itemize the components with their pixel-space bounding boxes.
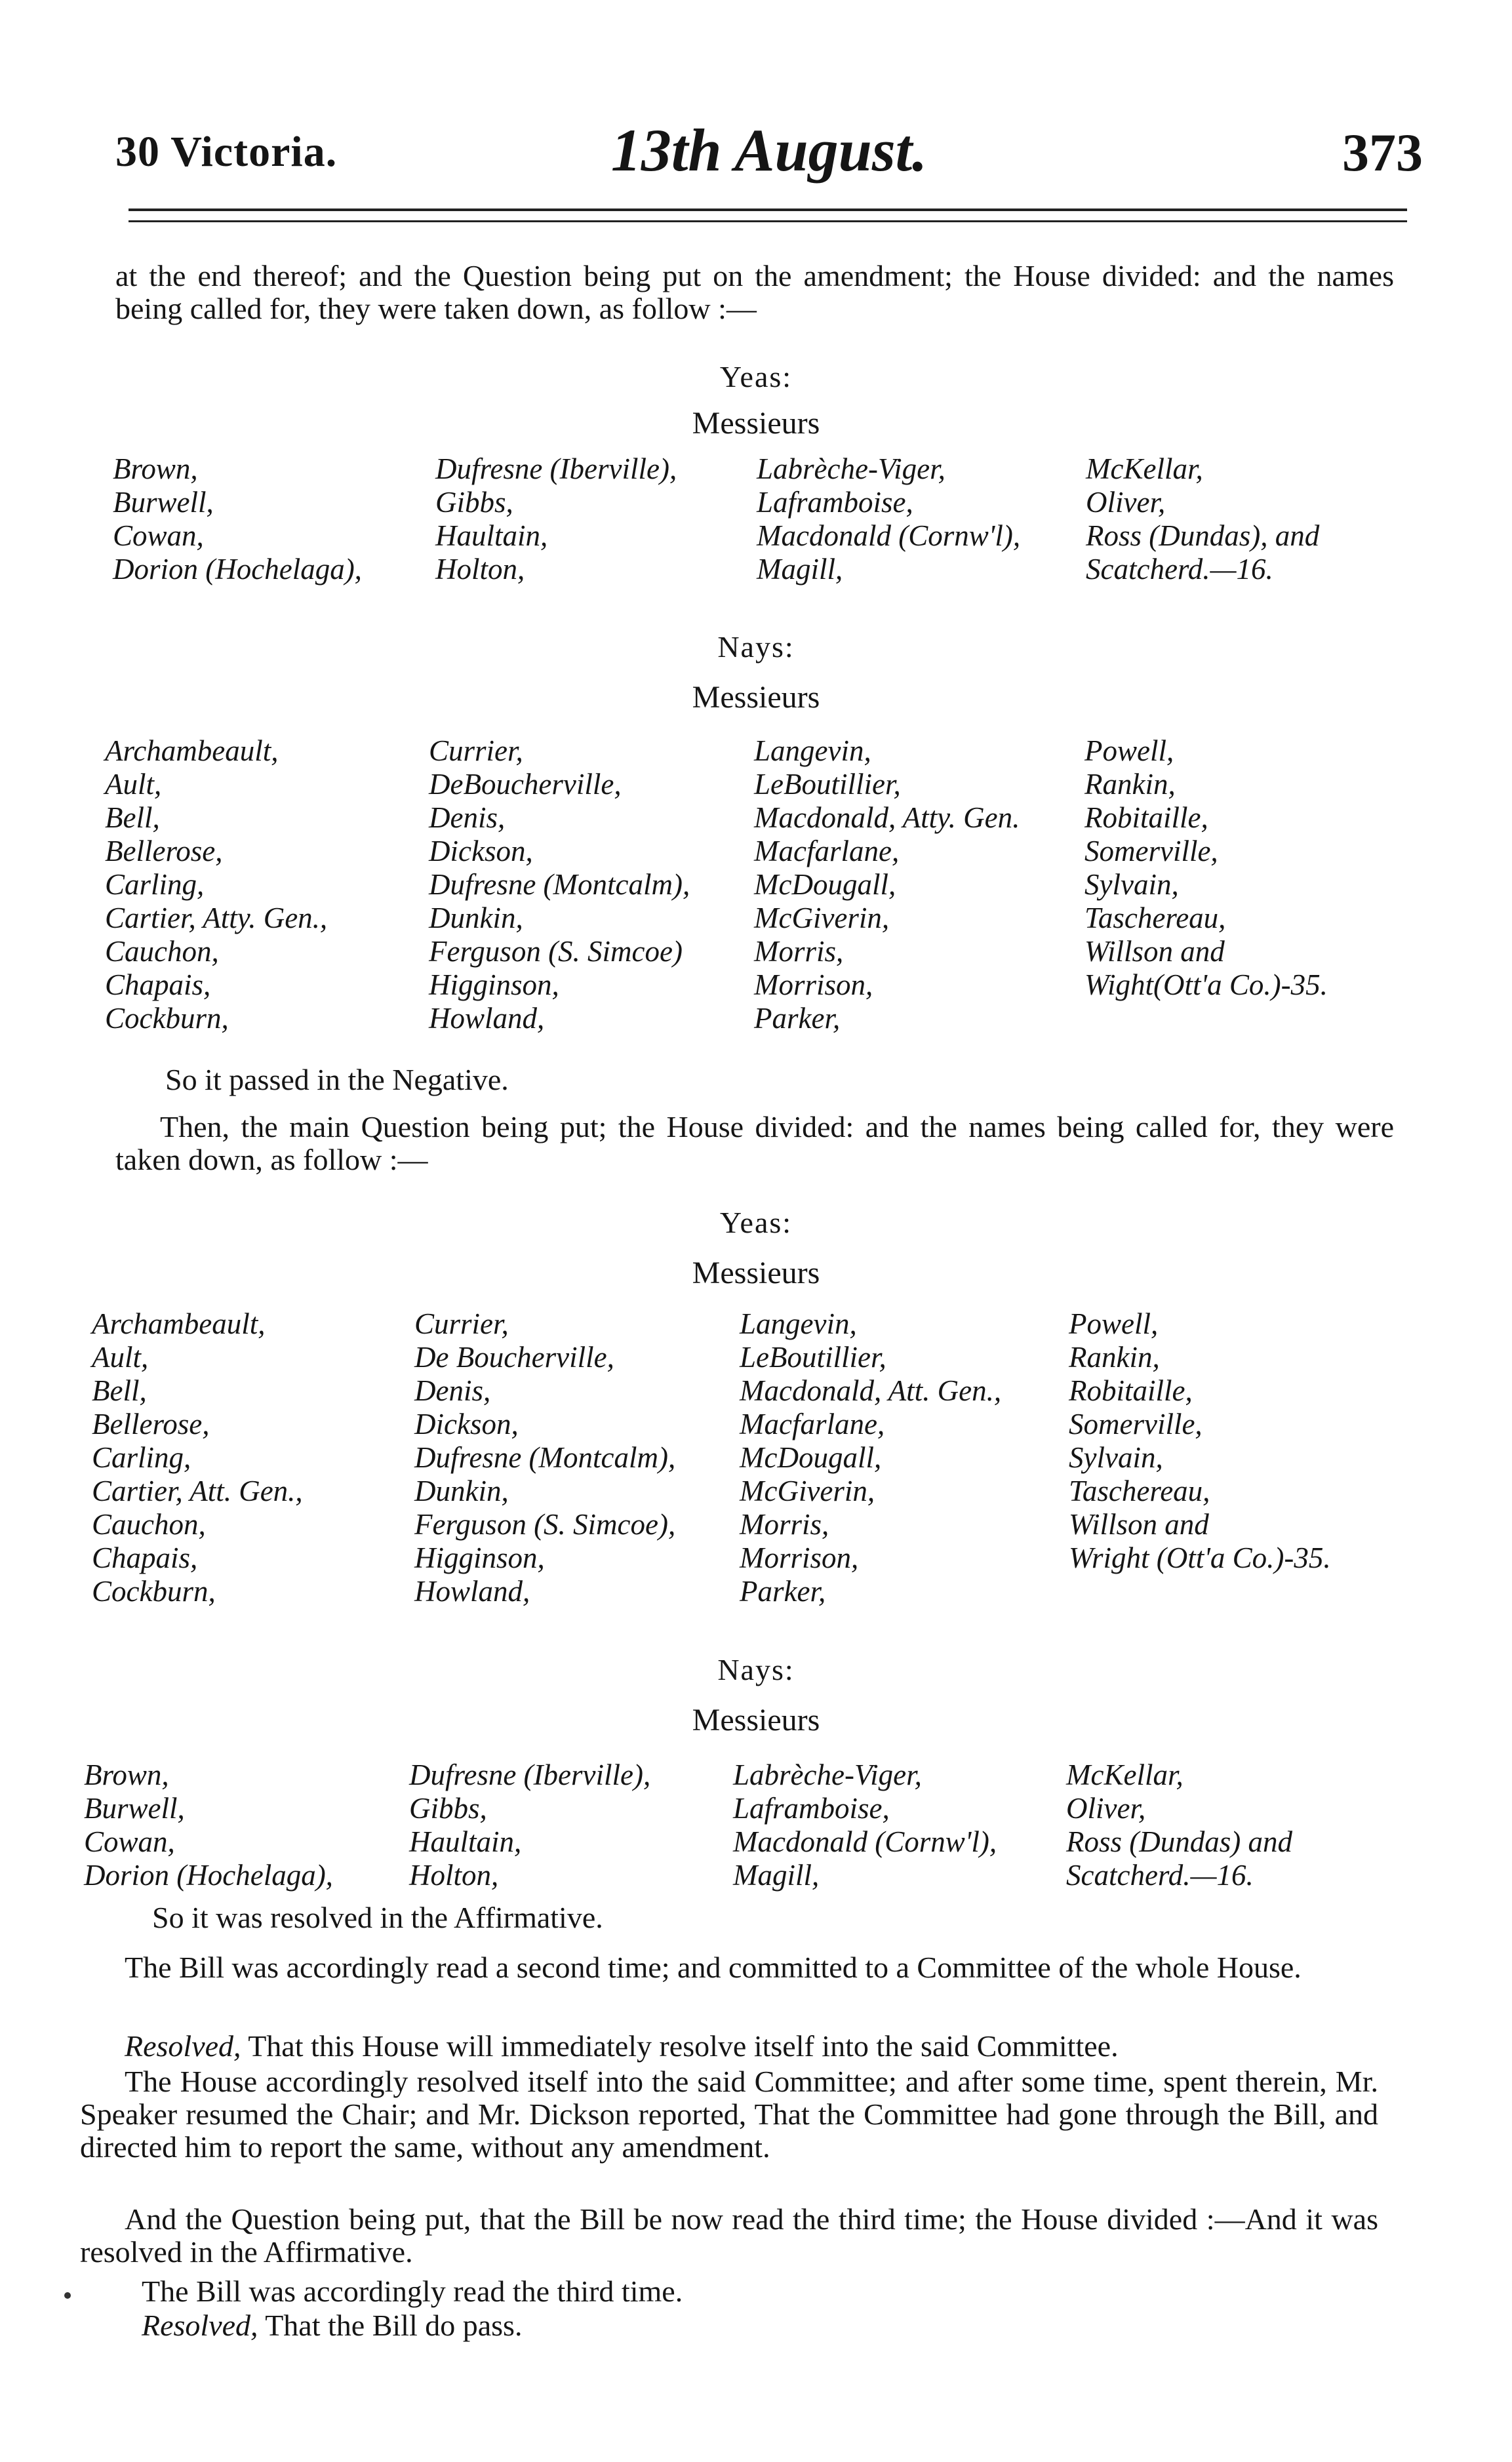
division2-yeas-heading: Yeas: — [719, 1206, 793, 1239]
member-name: Willson and — [1069, 1508, 1209, 1541]
member-name: Carling, — [105, 868, 205, 901]
member-name: Sylvain, — [1069, 1441, 1163, 1474]
member-name: Morris, — [754, 935, 844, 968]
member-name: Dorion (Hochelaga), — [84, 1859, 333, 1892]
member-name: Ferguson (S. Simcoe) — [429, 935, 683, 968]
member-name: DeBoucherville, — [429, 768, 622, 801]
name-column — [92, 1307, 303, 1608]
header-rule-bottom — [129, 220, 1407, 222]
member-name: Taschereau, — [1084, 902, 1226, 934]
member-name: McGiverin, — [740, 1475, 875, 1507]
member-name — [1069, 1575, 1331, 1608]
member-name: Cartier, Att. Gen., — [92, 1475, 303, 1507]
ink-speck — [64, 2292, 71, 2299]
member-name: Scatcherd.—16. — [1066, 1859, 1254, 1892]
name-column — [1069, 1307, 1331, 1608]
member-name: Wight(Ott'a Co.)-35. — [1084, 968, 1328, 1001]
member-name: De Boucherville, — [414, 1341, 614, 1374]
member-name: Brown, — [113, 452, 198, 485]
member-name: Higginson, — [429, 968, 559, 1001]
member-name: McKellar, — [1086, 452, 1203, 485]
intro-paragraph: at the end thereof; and the Question being put on the amendment; the House divided: and the names being called for, they were taken down, as follow :— — [115, 259, 1394, 325]
name-column — [105, 734, 327, 1035]
member-name: Labrèche-Viger, — [733, 1758, 922, 1791]
member-name: Howland, — [414, 1575, 530, 1608]
member-name: Macdonald (Cornw'l), — [733, 1825, 997, 1858]
division1-nays-heading: Nays: — [717, 630, 795, 664]
member-name: Cockburn, — [92, 1575, 216, 1608]
member-name: Laframboise, — [733, 1792, 890, 1825]
member-name: Gibbs, — [409, 1792, 487, 1825]
division1-nays-messieurs: Messieurs — [692, 680, 820, 715]
division2-nays-messieurs: Messieurs — [692, 1703, 820, 1737]
member-name: Dufresne (Montcalm), — [429, 868, 690, 901]
member-name: Cauchon, — [92, 1508, 206, 1541]
third-question-paragraph: And the Question being put, that the Bill be now read the third time; the House divided :—And it was resolved in the Affirmative. — [80, 2202, 1378, 2269]
member-name: Dunkin, — [429, 902, 523, 934]
name-column — [740, 1307, 1001, 1608]
member-name: Chapais, — [105, 968, 211, 1001]
member-name: Oliver, — [1086, 486, 1166, 519]
member-name: Cockburn, — [105, 1002, 229, 1035]
member-name: Cowan, — [84, 1825, 175, 1858]
member-name: Macfarlane, — [740, 1408, 885, 1440]
member-name: Bellerose, — [105, 835, 223, 867]
member-name: Morrison, — [740, 1541, 859, 1574]
member-name: Ross (Dundas), and — [1086, 519, 1320, 552]
division2-yeas-messieurs: Messieurs — [692, 1256, 820, 1290]
member-name: McDougall, — [740, 1441, 882, 1474]
member-name: Archambeault, — [105, 734, 279, 767]
member-name: Currier, — [414, 1307, 509, 1340]
member-name: Laframboise, — [757, 486, 913, 519]
member-name: Ault, — [105, 768, 162, 801]
member-name: Haultain, — [409, 1825, 522, 1858]
name-column — [1084, 734, 1328, 1035]
division2-nays-heading: Nays: — [717, 1653, 795, 1686]
member-name: Macdonald, Att. Gen., — [740, 1374, 1002, 1407]
member-name: Sylvain, — [1084, 868, 1179, 901]
member-name: Denis, — [429, 801, 506, 834]
page-number: 373 — [1342, 123, 1423, 182]
name-column — [113, 452, 362, 586]
name-column — [435, 452, 677, 586]
member-name: Currier, — [429, 734, 523, 767]
member-name: Robitaille, — [1084, 801, 1208, 834]
final-resolved-line — [142, 2309, 522, 2342]
name-column — [414, 1307, 675, 1608]
member-name: Somerville, — [1084, 835, 1218, 867]
date-heading: 13th August. — [610, 117, 928, 184]
main-question-paragraph: Then, the main Question being put; the House divided: and the names being called for, they were taken down, as follow :— — [115, 1110, 1394, 1176]
member-name: Dufresne (Iberville), — [435, 452, 677, 485]
final-resolved-text: That the Bill do pass. — [265, 2309, 523, 2342]
member-name: Macdonald (Cornw'l), — [757, 519, 1021, 552]
page-header — [115, 115, 1423, 194]
member-name: Morrison, — [754, 968, 873, 1001]
member-name: McDougall, — [754, 868, 896, 901]
member-name: Wright (Ott'a Co.)-35. — [1069, 1541, 1331, 1574]
member-name: Robitaille, — [1069, 1374, 1193, 1407]
member-name: Macdonald, Atty. Gen. — [754, 801, 1020, 834]
member-name: Haultain, — [435, 519, 548, 552]
member-name: Bell, — [105, 801, 160, 834]
member-name: Holton, — [409, 1859, 499, 1892]
member-name: Burwell, — [84, 1792, 185, 1825]
division1-result: So it passed in the Negative. — [165, 1063, 509, 1096]
final-resolved-label: Resolved, — [142, 2309, 258, 2342]
name-column — [733, 1758, 997, 1892]
member-name: LeBoutillier, — [740, 1341, 886, 1374]
member-name: Howland, — [429, 1002, 545, 1035]
member-name: Denis, — [414, 1374, 491, 1407]
member-name: Powell, — [1069, 1307, 1159, 1340]
member-name: Chapais, — [92, 1541, 198, 1574]
member-name: Dorion (Hochelaga), — [113, 553, 362, 586]
member-name: Scatcherd.—16. — [1086, 553, 1273, 586]
member-name: Dufresne (Iberville), — [409, 1758, 651, 1791]
name-column — [84, 1758, 333, 1892]
member-name: Dunkin, — [414, 1475, 509, 1507]
member-name: Higginson, — [414, 1541, 545, 1574]
name-column — [409, 1758, 650, 1892]
member-name: Parker, — [740, 1575, 826, 1608]
member-name: Oliver, — [1066, 1792, 1146, 1825]
member-name: Rankin, — [1069, 1341, 1160, 1374]
member-name: Langevin, — [754, 734, 871, 767]
member-name: Labrèche-Viger, — [757, 452, 945, 485]
member-name: Cauchon, — [105, 935, 219, 968]
division1-yeas-heading: Yeas: — [719, 360, 793, 393]
resolved-paragraph — [80, 2030, 1378, 2063]
name-column — [1066, 1758, 1292, 1892]
member-name: Taschereau, — [1069, 1475, 1210, 1507]
member-name: Parker, — [754, 1002, 841, 1035]
name-column — [754, 734, 1020, 1035]
division1-yeas-messieurs: Messieurs — [692, 406, 820, 441]
member-name: Powell, — [1084, 734, 1174, 767]
member-name — [1084, 1002, 1328, 1035]
resolved-text: That this House will immediately resolve itself into the said Committee. — [248, 2029, 1119, 2063]
member-name: Carling, — [92, 1441, 191, 1474]
member-name: Magill, — [757, 553, 843, 586]
second-reading-paragraph: The Bill was accordingly read a second time; and committed to a Committee of the whole House. — [125, 1951, 1302, 1984]
name-column — [757, 452, 1020, 586]
member-name: Magill, — [733, 1859, 820, 1892]
member-name: Bellerose, — [92, 1408, 210, 1440]
member-name: Holton, — [435, 553, 525, 586]
third-reading-line: The Bill was accordingly read the third time. — [142, 2274, 683, 2308]
member-name: Cartier, Atty. Gen., — [105, 902, 328, 934]
member-name: Ault, — [92, 1341, 149, 1374]
member-name: Archambeault, — [92, 1307, 266, 1340]
division2-result: So it was resolved in the Affirmative. — [152, 1901, 603, 1934]
member-name: Somerville, — [1069, 1408, 1203, 1440]
member-name: Dickson, — [414, 1408, 519, 1440]
member-name: Brown, — [84, 1758, 169, 1791]
member-name: Bell, — [92, 1374, 147, 1407]
member-name: Willson and — [1084, 935, 1225, 968]
name-column — [1086, 452, 1319, 586]
member-name: Langevin, — [740, 1307, 857, 1340]
member-name: Dufresne (Montcalm), — [414, 1441, 676, 1474]
member-name: Morris, — [740, 1508, 829, 1541]
member-name: Macfarlane, — [754, 835, 900, 867]
member-name: Ferguson (S. Simcoe), — [414, 1508, 676, 1541]
name-column — [429, 734, 690, 1035]
session-label: 30 Victoria. — [115, 128, 338, 176]
member-name: Burwell, — [113, 486, 214, 519]
member-name: LeBoutillier, — [754, 768, 901, 801]
header-rule-top — [129, 208, 1407, 211]
member-name: McGiverin, — [754, 902, 890, 934]
member-name: Rankin, — [1084, 768, 1176, 801]
committee-paragraph: The House accordingly resolved itself into the said Committee; and after some time, spent therein, Mr. Speaker resumed the Chair; and Mr. Dickson reported, That the Committee had gone through the Bill, and directed him to report the same, without any amendment. — [80, 2065, 1378, 2164]
member-name: Gibbs, — [435, 486, 513, 519]
member-name: Cowan, — [113, 519, 204, 552]
resolved-label: Resolved, — [125, 2029, 241, 2063]
member-name: Ross (Dundas) and — [1066, 1825, 1292, 1858]
member-name: McKellar, — [1066, 1758, 1184, 1791]
member-name: Dickson, — [429, 835, 533, 867]
